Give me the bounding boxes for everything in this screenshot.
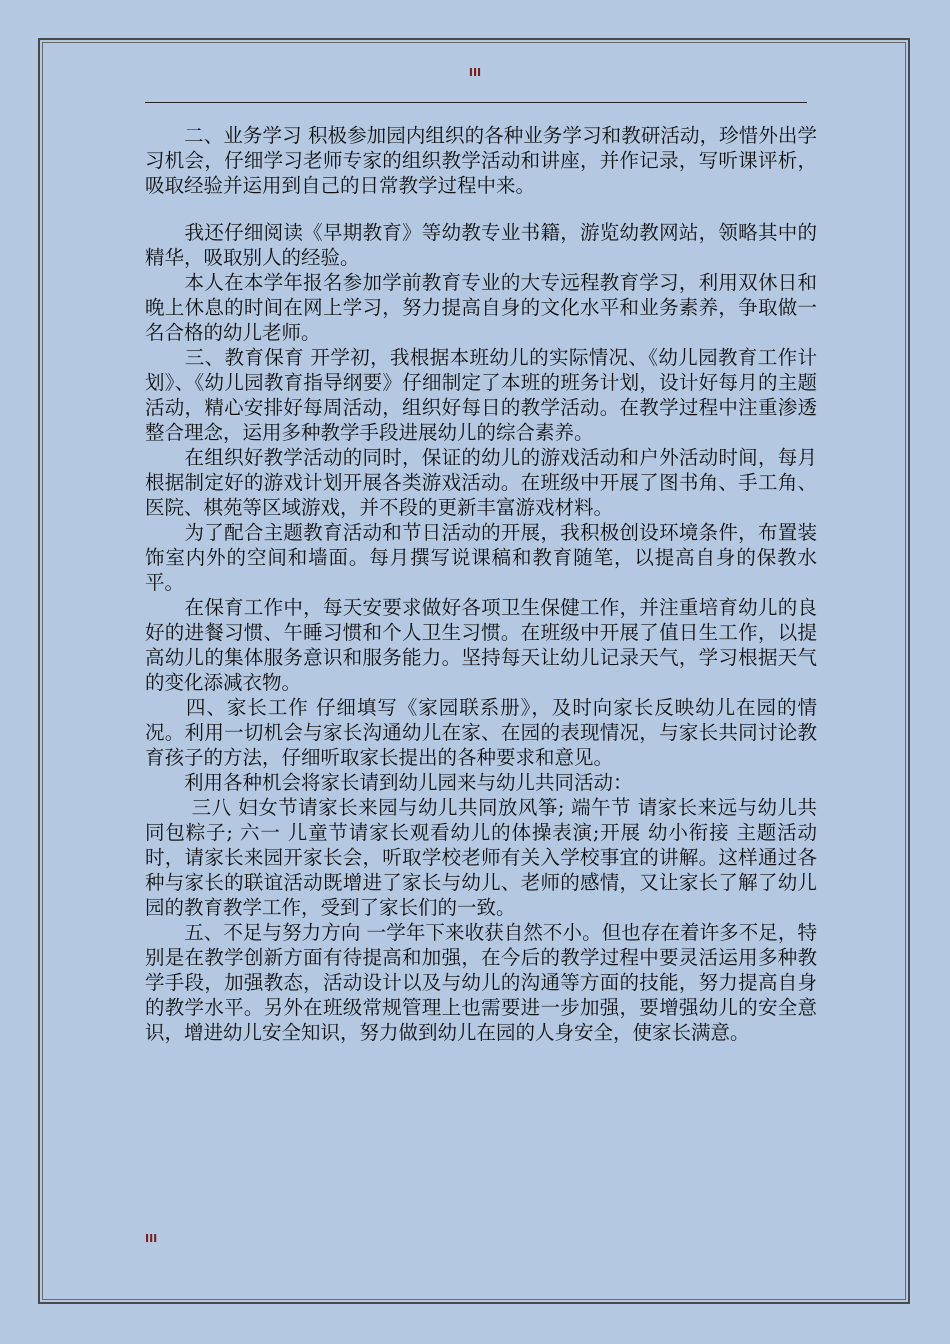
footer-mark: III (145, 1232, 158, 1245)
paragraph-games: 在组织好教学活动的同时，保证的幼儿的游戏活动和户外活动时间，每月根据制定好的游戏计划开展各类游戏活动。在班级中开展了图书角、手工角、医院、棋苑等区域游戏，并不段的更新丰富游戏材料。 (145, 446, 817, 519)
paragraph-distance-education: 本人在本学年报名参加学前教育专业的大专远程教育学习，利用双休日和晚上休息的时间在网上学习，努力提高自身的文化水平和业务素养，争取做一名合格的幼儿老师。 (145, 271, 817, 344)
paragraph-parent-activities-intro: 利用各种机会将家长请到幼儿园来与幼儿共同活动： (145, 771, 633, 794)
paragraph-education-care: 三、教育保育 开学初，我根据本班幼儿的实际情况、《幼儿园教育工作计划》、《幼儿园教育指导纲要》仔细制定了本班的班务计划，设计好每月的主题活动，精心安排好每周活动，组织好每日的教学活动。在教学过程中注重渗透整合理念，运用多种教学手段进展幼儿的综合素养。 (145, 346, 817, 444)
paragraph-health-care: 在保育工作中，每天安要求做好各项卫生保健工作，并注重培育幼儿的良好的进餐习惯、午睡习惯和个人卫生习惯。在班级中开展了值日生工作，以提高幼儿的集体服务意识和服务能力。坚持每天让幼儿记录天气，学习根据天气的变化添减衣物。 (145, 596, 817, 694)
header-rule (145, 102, 807, 103)
document-body (145, 123, 817, 1045)
paragraph-shortcomings: 五、不足与努力方向 一学年下来收获自然不小。但也存在着许多不足，特别是在教学创新方面有待提高和加强，在今后的教学过程中要灵活运用多种教学手段，加强教态，活动设计以及与幼儿的沟通等方面的技能，努力提高自身的教学水平。另外在班级常规管理上也需要进一步加强，要增强幼儿的安全意识，增进幼儿安全知识，努力做到幼儿在园的人身安全，使家长满意。 (145, 921, 817, 1044)
header-mark: III (468, 66, 482, 79)
paragraph-environment: 为了配合主题教育活动和节日活动的开展，我积极创设环境条件，布置装饰室内外的空间和墙面。每月撰写说课稿和教育随笔，以提高自身的保教水平。 (145, 521, 817, 594)
paragraph-parent-work: 四、家长工作 仔细填写《家园联系册》，及时向家长反映幼儿在园的情况。利用一切机会与家长沟通幼儿在家、在园的表现情况，与家长共同讨论教育孩子的方法，仔细听取家长提出的各种要求和意见。 (145, 696, 817, 769)
paragraph-parent-activities: 三八 妇女节请家长来园与幼儿共同放风筝; 端午节 请家长来远与幼儿共同包粽子; 六一 儿童节请家长观看幼儿的体操表演;开展 幼小衔接 主题活动时，请家长来园开家长会，听取学校老师有关入学校事宜的讲解。这样通过各种与家长的联谊活动既增进了家长与幼儿、老师的感情，又让家长了解了幼儿园的教育教学工作，受到了家长们的一致。 (145, 796, 817, 919)
paragraph-business-study: 二、业务学习 积极参加园内组织的各种业务学习和教研活动，珍惜外出学习机会，仔细学习老师专家的组织教学活动和讲座，并作记录，写听课评析，吸取经验并运用到自己的日常教学过程中来。 (145, 124, 817, 197)
paragraph-reading: 我还仔细阅读《早期教育》等幼教专业书籍，游览幼教网站，领略其中的精华，吸取别人的经验。 (145, 221, 817, 269)
